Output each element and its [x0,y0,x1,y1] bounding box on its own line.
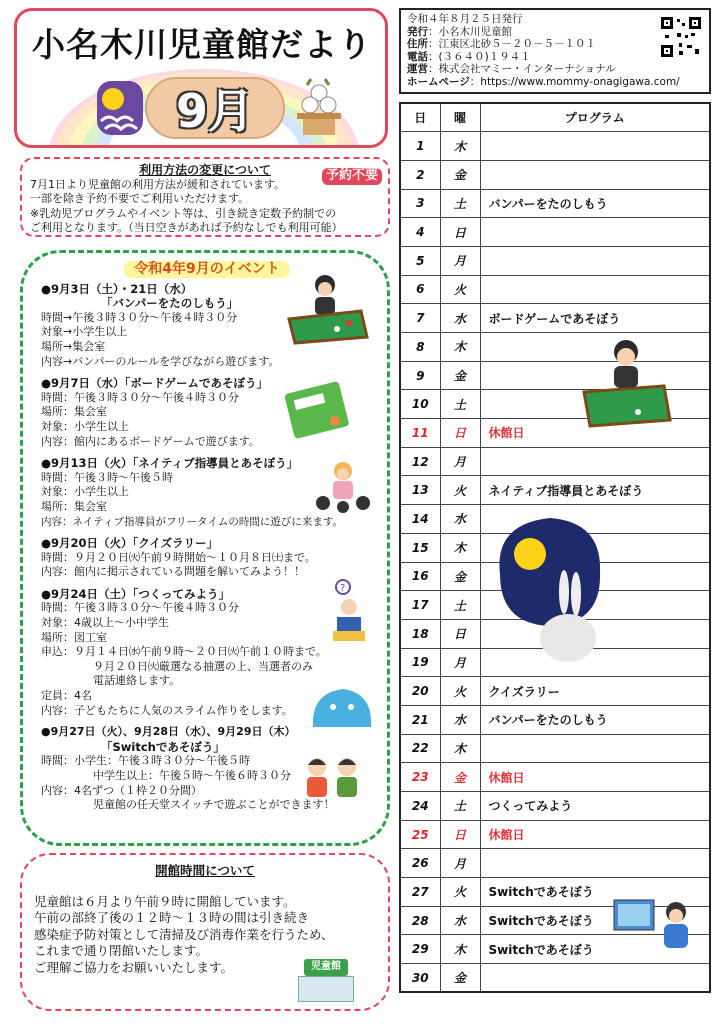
day-number: 20 [400,677,440,706]
qr-code-icon[interactable] [659,15,703,59]
weekday: 火 [440,275,480,304]
weekday: 土 [440,792,480,821]
program-name [480,246,710,275]
weekday: 日 [440,419,480,448]
event-craft: ●9月24日（土）「つくってみよう」 時間：午後３時３０分～午後４時３０分 対象：4歳以上～小中学生 場所：図工室 申込：９月１４日㈬午前９時～２０日㈫午前１０時まで。 ９月２０日㈫厳選なる抽選の上、当選者のみ 電話連絡します。 定員：4名 内容：子どもたちに人気のスライム作りをします。 [41,586,327,717]
program-name: 休館日 [480,820,710,849]
day-number: 3 [400,189,440,218]
day-number: 25 [400,820,440,849]
day-number: 23 [400,763,440,792]
day-number: 28 [400,906,440,935]
program-name: ボードゲームであそぼう [480,304,710,333]
program-name [480,964,710,993]
issue-date: 令和４年８月２５日発行 [407,13,523,25]
weekday: 木 [440,935,480,964]
weekday: 木 [440,734,480,763]
hours-line: これまで通り閉館いたします。 [34,943,209,958]
day-number: 1 [400,132,440,161]
weekday: 金 [440,160,480,189]
event-switch: ●9月27日（火）、9月28日（水）、9月29日（木） 「Switchであそぼう」 時間：小学生：午後３時３０分～午後５時 中学生以上：午後５時～午後６時３０分 内容：4名ずつ（１枠２０分間） 児童館の任天堂スイッチで遊ぶことができます！ [41,725,335,812]
table-row [400,189,710,218]
day-number: 8 [400,333,440,362]
weekday: 木 [440,533,480,562]
program-name: Switchであそぼう [480,906,710,935]
table-row [400,820,710,849]
program-name: Switchであそぼう [480,935,710,964]
program-name: つくってみよう [480,792,710,821]
weekday: 日 [440,820,480,849]
billiards-player-illustration [582,336,672,428]
info-row: 住所：江東区北砂５－２０－５－１０１ [407,38,596,51]
table-row [400,476,710,505]
weekday: 木 [440,132,480,161]
hours-line: 感染症予防対策として清掃及び消毒作業を行うため、 [34,926,334,942]
table-row [400,849,710,878]
day-number: 15 [400,533,440,562]
weekday: 日 [440,619,480,648]
program-name: クイズラリー [480,677,710,706]
info-row: 電話：(３６４０)１９４１ [407,50,531,63]
hours-line: 午前の部終了後の１２時～１３時の間は引き続き [34,910,310,925]
weekday: 月 [440,849,480,878]
weekday: 水 [440,505,480,534]
event-bumper: ●9月3日（土）・21日（水） 「バンパーをたのしもう」 時間→午後３時３０分～午後４時３０分 対象→小学生以上 場所→集会室 内容→バンパーのルールを学びながら遊びます。 [41,281,280,368]
day-number: 24 [400,792,440,821]
program-name [480,275,710,304]
weekday: 水 [440,906,480,935]
day-number: 7 [400,304,440,333]
weekday: 金 [440,763,480,792]
program-name: 休館日 [480,419,710,448]
slime-icon [307,683,377,731]
day-number: 6 [400,275,440,304]
weekday: 火 [440,677,480,706]
day-number: 16 [400,562,440,591]
header-day: 日 [400,103,440,132]
program-name: ネイティブ指導員とあそぼう [480,476,710,505]
weekday: 火 [440,476,480,505]
month-label: 9月 [145,77,285,139]
day-number: 12 [400,447,440,476]
table-row [400,246,710,275]
program-name [480,218,710,247]
header-weekday: 曜 [440,103,480,132]
day-number: 30 [400,964,440,993]
table-row [400,677,710,706]
moon-rabbit-icon [91,77,149,139]
weekday: 金 [440,361,480,390]
weekday: 月 [440,447,480,476]
hours-line: ご理解ご協力をお願いいたします。 [34,959,234,975]
event-native-instructor: ●9月13日（火）「ネイティブ指導員とあそぼう」 時間：午後３時～午後５時 対象：小学生以上 場所：集会室 内容：ネイティブ指導員がフリータイムの時間に遊びに来ます。 [41,456,343,528]
info-row: 運営：株式会社マミー・インターナショナル [407,63,616,76]
table-row [400,734,710,763]
table-row [400,304,710,333]
building-sign: 児童館 [304,959,348,976]
newsletter-title: 小名木川児童館だより [32,25,372,64]
notice-line: ご利用となります。（当日空きがあれば予約なしでも利用可能） [30,221,343,234]
program-name: バンパーをたのしもう [480,705,710,734]
program-name: Switchであそぼう [480,878,710,907]
bumper-pool-illustration [285,271,369,345]
event-quiz-rally: ●9月20日（火）「クイズラリー」 時間：９月２０日㈫午前９時開始～１０月８日㈯まで。 内容：館内に掲示されている問題を解いてみよう！！ [41,536,316,579]
program-name: バンパーをたのしもう [480,189,710,218]
table-row [400,705,710,734]
day-number: 17 [400,591,440,620]
program-name [480,160,710,189]
day-number: 27 [400,878,440,907]
opening-hours-section [20,853,390,1011]
homepage-link[interactable]: ホームページ：https://www.mommy-onagigawa.com/ [407,75,680,88]
notice-line: ※乳幼児プログラムやイベント等は、引き続き定数予約制での [30,206,337,220]
weekday: 金 [440,964,480,993]
hours-line: 児童館は６月より午前９時に開館しています。 [34,893,296,909]
day-number: 2 [400,160,440,189]
day-number: 13 [400,476,440,505]
weekday: 土 [440,189,480,218]
table-row [400,218,710,247]
table-row [400,964,710,993]
table-row [400,792,710,821]
day-number: 18 [400,619,440,648]
table-row [400,275,710,304]
day-number: 5 [400,246,440,275]
table-row [400,447,710,476]
program-name [480,734,710,763]
quiz-person-icon [329,579,369,643]
hours-title: 開館時間について [155,863,255,878]
notice-title: 利用方法の変更について [139,163,271,177]
program-name [480,447,710,476]
weekday: 金 [440,562,480,591]
day-number: 10 [400,390,440,419]
day-number: 9 [400,361,440,390]
board-game-icon [285,381,355,441]
weekday: 木 [440,333,480,362]
weekday: 水 [440,304,480,333]
svg-text:?: ? [340,583,346,594]
table-row [400,763,710,792]
weekday: 日 [440,218,480,247]
header-program: プログラム [480,103,710,132]
program-name [480,849,710,878]
program-name [480,132,710,161]
program-name: 休館日 [480,763,710,792]
children-center-building-icon [294,959,358,1003]
weekday: 火 [440,878,480,907]
no-reservation-badge: 予約不要 [322,168,382,185]
day-number: 26 [400,849,440,878]
weekday: 月 [440,648,480,677]
usage-change-notice [20,157,390,237]
table-header-row [400,103,710,132]
events-section [20,250,390,846]
publisher-info [399,8,711,94]
weekday: 土 [440,591,480,620]
day-number: 29 [400,935,440,964]
event-board-game: ●9月7日（水）「ボードゲームであそぼう」 時間：午後３時３０分～午後４時３０分 場所：集会室 対象：小学生以上 内容：館内にあるボードゲームで遊びます。 [41,376,269,448]
child-gaming-illustration [612,896,692,952]
newsletter-header [14,8,388,148]
day-number: 11 [400,419,440,448]
notice-line: 一部を除き予約不要でご利用いただけます。 [30,192,250,205]
tsukimi-dango-icon [289,77,349,139]
native-instructor-illustration [313,459,373,517]
weekday: 月 [440,246,480,275]
weekday: 水 [440,705,480,734]
day-number: 4 [400,218,440,247]
day-number: 14 [400,505,440,534]
table-row [400,132,710,161]
day-number: 22 [400,734,440,763]
events-title: 令和4年9月のイベント [124,261,290,278]
notice-line: 7月1日より児童館の利用方法が緩和されています。 [30,177,286,191]
info-row: 発行：小名木川児童館 [407,25,512,38]
kids-playing-switch-illustration [299,753,365,805]
day-number: 21 [400,705,440,734]
table-row [400,160,710,189]
moon-and-rabbit-illustration [494,514,606,664]
day-number: 19 [400,648,440,677]
weekday: 土 [440,390,480,419]
